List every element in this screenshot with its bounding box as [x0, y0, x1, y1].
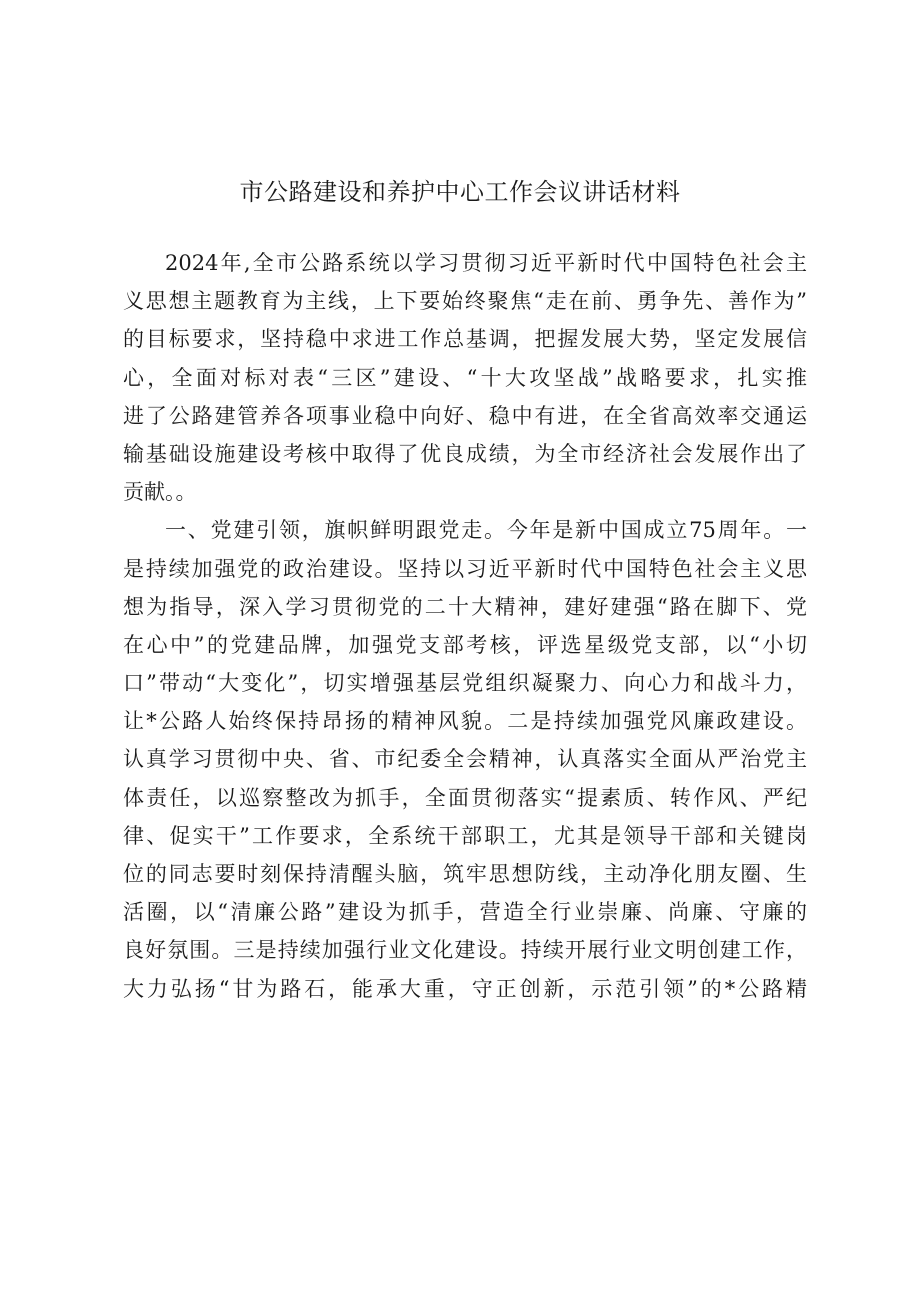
- text-line: 体责任，以巡察整改为抓手，全面贯彻落实“提素质、转作风、严纪: [123, 785, 807, 810]
- text-line: 口”带动“大变化”，切实增强基层党组织凝聚力、向心力和战斗力，: [123, 671, 807, 696]
- text-line: 是持续加强党的政治建设。坚持以习近平新时代中国特色社会主义思: [123, 556, 807, 581]
- text-line: 2024年,全市公路系统以学习贯彻习近平新时代中国特色社会主: [165, 251, 807, 275]
- text-line: 义思想主题教育为主线，上下要始终聚焦“走在前、勇争先、善作为”: [123, 289, 807, 314]
- text-line: 大力弘扬“甘为路石，能承大重，守正创新，示范引领”的*公路精: [123, 976, 807, 1001]
- text-line: 良好氛围。三是持续加强行业文化建设。持续开展行业文明创建工作，: [123, 938, 807, 963]
- text-line: 心，全面对标对表“三区”建设、“十大攻坚战”战略要求，扎实推: [123, 365, 807, 390]
- paragraph-intro: [123, 244, 807, 511]
- text-line: 活圈，以“清廉公路”建设为抓手，营造全行业崇廉、尚廉、守廉的: [123, 900, 807, 925]
- text-line: 一、党建引领，旗帜鲜明跟党走。今年是新中国成立75周年。一: [165, 518, 807, 543]
- text-line: 进了公路建管养各项事业稳中向好、稳中有进，在全省高效率交通运: [123, 403, 807, 428]
- text-line: 贡献。。: [123, 480, 197, 505]
- document-body: [123, 244, 807, 1008]
- paragraph-party-building: [123, 511, 807, 1007]
- text-line: 认真学习贯彻中央、省、市纪委全会精神，认真落实全面从严治党主: [123, 747, 807, 772]
- text-line: 想为指导，深入学习贯彻党的二十大精神，建好建强“路在脚下、党: [123, 594, 807, 619]
- document-title: 市公路建设和养护中心工作会议讲话材料: [239, 178, 681, 206]
- text-line: 在心中”的党建品牌，加强党支部考核，评选星级党支部，以“小切: [123, 632, 807, 657]
- text-line: 让*公路人始终保持昂扬的精神风貌。二是持续加强党风廉政建设。: [123, 709, 807, 734]
- text-line: 律、促实干”工作要求，全系统干部职工，尤其是领导干部和关键岗: [123, 823, 807, 848]
- text-line: 输基础设施建设考核中取得了优良成绩，为全市经济社会发展作出了: [123, 441, 807, 466]
- text-line: 位的同志要时刻保持清醒头脑，筑牢思想防线，主动净化朋友圈、生: [123, 862, 807, 886]
- text-line: 的目标要求，坚持稳中求进工作总基调，把握发展大势，坚定发展信: [123, 327, 807, 352]
